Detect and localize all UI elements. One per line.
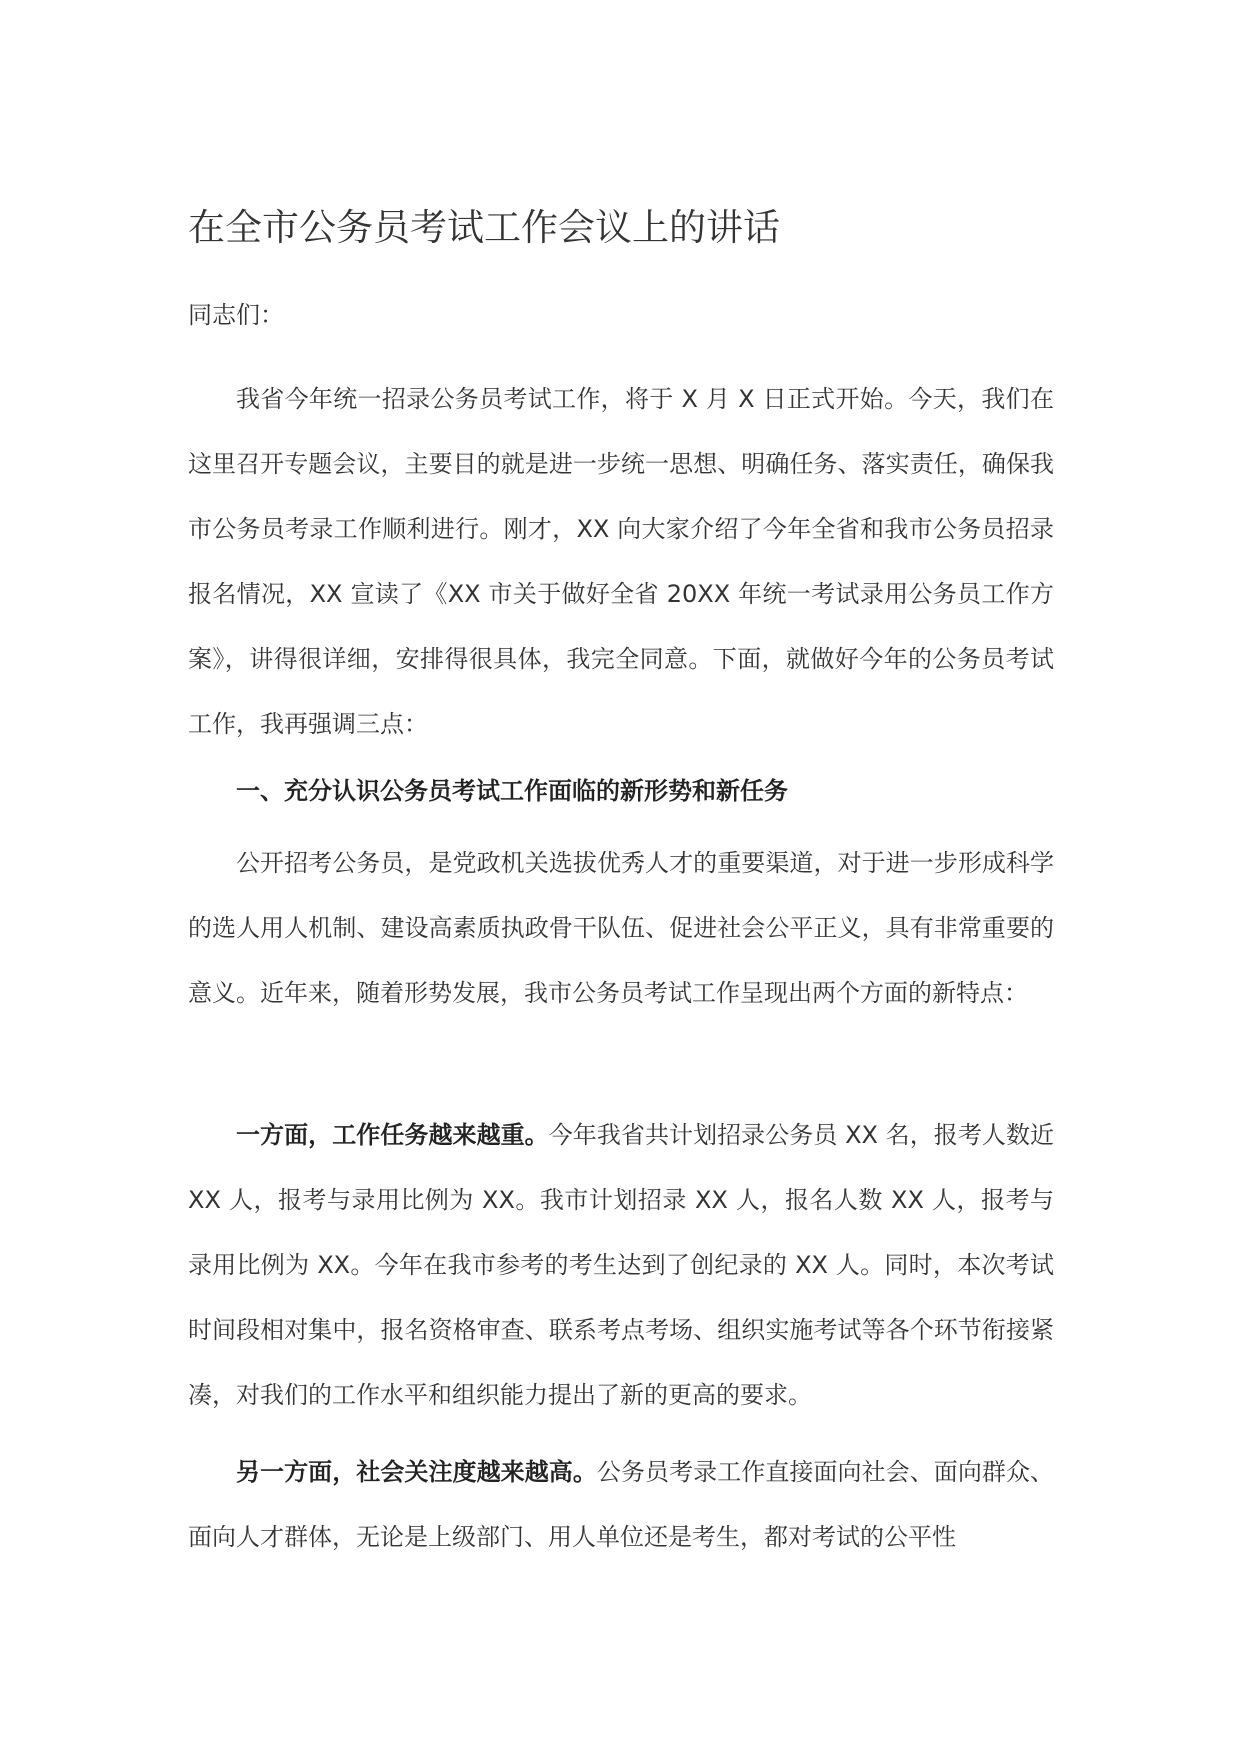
section-1-intro-paragraph: 公开招考公务员，是党政机关选拔优秀人才的重要渠道，对于进一步形成科学的选人用人机制、建设高素质执政骨干队伍、促进社会公平正义，具有非常重要的意义。近年来，随着形势发展，我市公务员考试工作呈现出两个方面的新特点：	[188, 849, 1054, 1007]
section-heading-1: 一、充分认识公务员考试工作面临的新形势和新任务	[236, 777, 788, 805]
point-2-paragraph	[188, 1440, 1054, 1570]
opening-paragraph: 我省今年统一招录公务员考试工作，将于 X 月 X 日正式开始。今天，我们在这里召开专题会议，主要目的就是进一步统一思想、明确任务、落实责任，确保我市公务员考录工作顺利进行。刚才，XX 向大家介绍了今年全省和我市公务员招录报名情况，XX 宣读了《XX 市关于做好全省 20XX 年统一考试录用公务员工作方案》，讲得很详细，安排得很具体，我完全同意。下面，就做好今年的公务员考试工作，我再强调三点：	[188, 385, 1054, 738]
point-1-text: 今年我省共计划招录公务员 XX 名，报考人数近 XX 人，报考与录用比例为 XX。我市计划招录 XX 人，报名人数 XX 人，报考与录用比例为 XX。今年在我市参考的考生达到了创纪录的 XX 人。同时，本次考试时间段相对集中，报名资格审查、联系考点考场、组织实施考试等各个环节衔接紧凑，对我们的工作水平和组织能力提出了新的更高的要求。	[188, 1121, 1055, 1409]
salutation: 同志们：	[188, 301, 284, 329]
point-1-paragraph	[188, 1103, 1054, 1428]
point-1-lead: 一方面，工作任务越来越重。	[236, 1121, 549, 1149]
point-2-lead: 另一方面，社会关注度越来越高。	[236, 1458, 597, 1486]
document-page	[188, 0, 1054, 1754]
point-2-text: 公务员考录工作直接面向社会、面向群众、面向人才群体，无论是上级部门、用人单位还是考生，都对考试的公平性	[188, 1458, 1055, 1551]
document-title: 在全市公务员考试工作会议上的讲话	[188, 206, 780, 249]
